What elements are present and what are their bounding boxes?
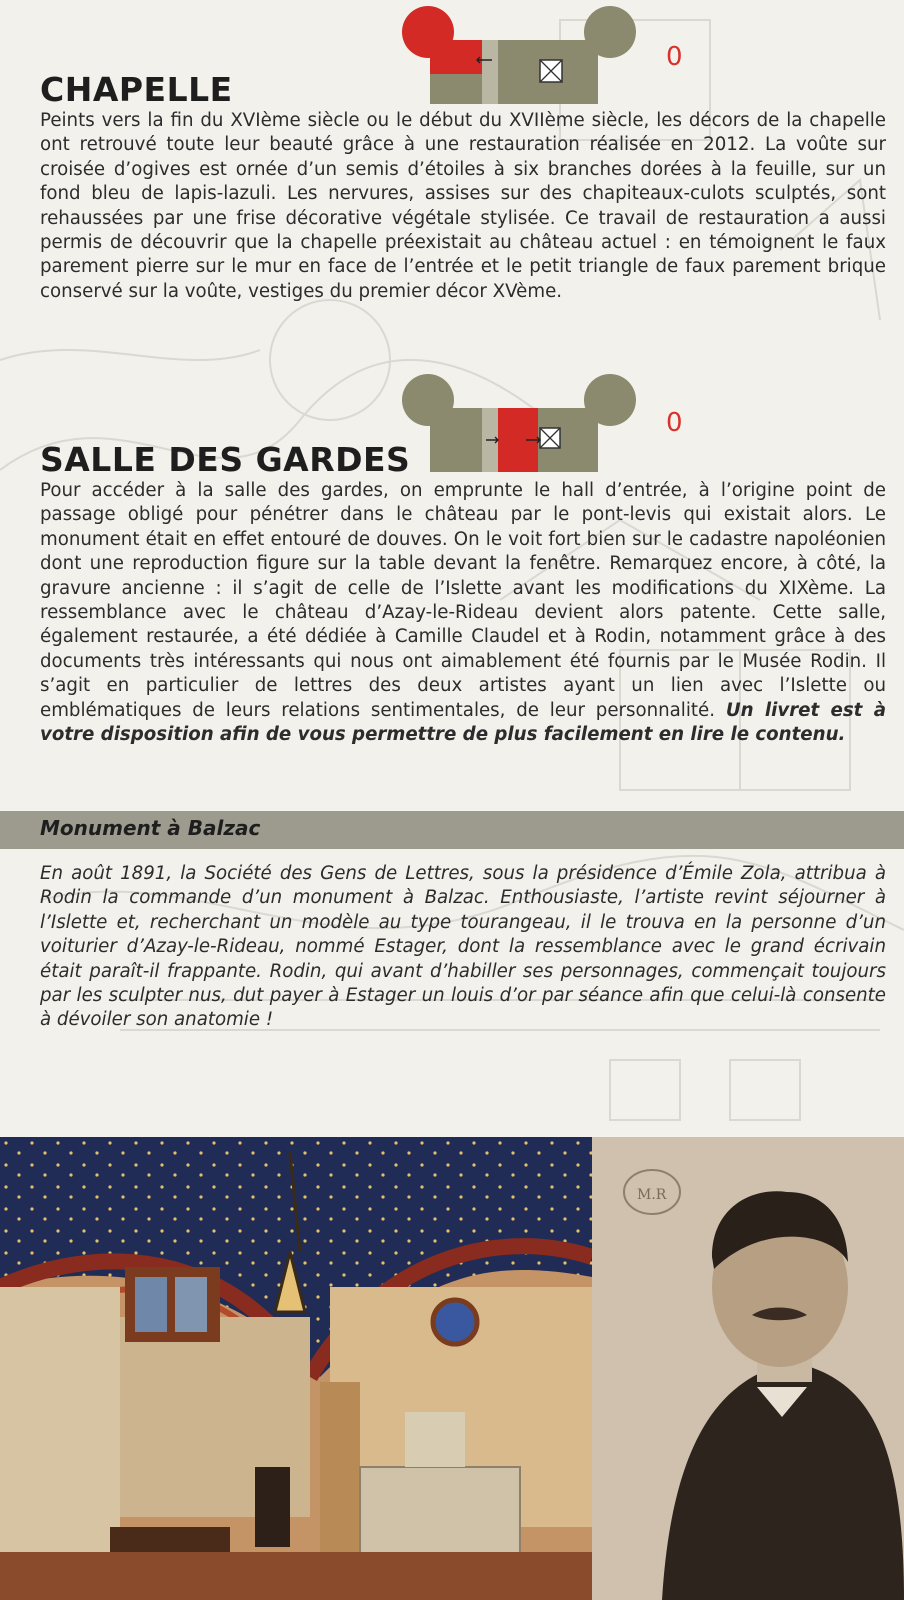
- salle-title: SALLE DES GARDES: [40, 440, 411, 479]
- chapelle-floor-plan: [400, 2, 650, 112]
- salle-paragraph-emphasis: Un livret est à votre disposition afin de vous permettre de plus facilement en lire le contenu.: [40, 699, 886, 746]
- balzac-title: Monument à Balzac: [40, 816, 261, 840]
- estager-portrait-photo: [592, 1137, 904, 1600]
- chapelle-paragraph: Peints vers la fin du XVIème siècle ou le début du XVIIème siècle, les décors de la chapelle ont retrouvé toute leur beauté grâce à une restauration réalisée en 2012. La voûte sur croisée d’ogives est ornée d’un semis d’étoiles à six branches dorées à la feuille, sur un fond bleu de lapis-lazuli. Les nervures, assises sur des chapiteaux-culots sculptés, sont rehaussées par une frise décorative végétale stylisée. Ce travail de restauration a aussi permis de découvrir que la chapelle préexistait au château actuel : en témoignent le faux parement pierre sur le mur en face de l’entrée et le petit triangle de faux parement brique conservé sur la voûte, vestiges du premier décor XVème.: [40, 110, 886, 302]
- chapelle-plan-number: 0: [666, 42, 683, 72]
- salle-paragraph: [40, 479, 886, 747]
- balzac-section-band: [0, 811, 904, 849]
- plan-chapel-room: [430, 40, 482, 74]
- chapelle-title: CHAPELLE: [40, 70, 233, 109]
- salle-paragraph-text: Pour accéder à la salle des gardes, on emprunte le hall d’entrée, à l’origine point de passage obligé pour pénétrer dans le château par le pont-levis qui existait alors. Le monument était en effet entouré de douves. On le voit fort bien sur le cadastre napoléonien dont une reproduction figure sur la table devant la fenêtre. Remarquez encore, à côté, la gravure ancienne : il s’agit de celle de l’Islette avant les modifications du XIXème. La ressemblance avec le château d’Azay-le-Rideau devient alors patente. Cette salle, également restaurée, a été dédiée à Camille Claudel et à Rodin, notamment grâce à des documents très intéressants qui nous ont aimablement été fournis par le Musée Rodin. Il s’agit en particulier de lettres des deux artistes ayant un lien avec l’Islette ou emblématiques de leurs relations sentimentales, de leur personnalité.: [40, 480, 886, 721]
- portrait-stamp: M.R: [637, 1187, 667, 1203]
- balzac-paragraph: En août 1891, la Société des Gens de Lettres, sous la présidence d’Émile Zola, attribua à Rodin la commande d’un monument à Balzac. Enthousiaste, l’artiste revint séjourner à l’Islette et, recherchant un modèle au type tourangeau, il le trouva en la personne d’un voiturier d’Azay-le-Rideau, nommé Estager, dont la ressemblance avec le grand écrivain était paraît-il frappante. Rodin, qui avant d’habiller ses personnages, commençait toujours par les sculpter nus, dut payer à Estager un louis d’or par séance afin que celui-là consente à dévoiler son anatomie !: [40, 863, 886, 1031]
- chapel-interior-photo: [0, 1137, 592, 1600]
- salle-plan-number: 0: [666, 408, 683, 438]
- salle-floor-plan: [400, 370, 650, 480]
